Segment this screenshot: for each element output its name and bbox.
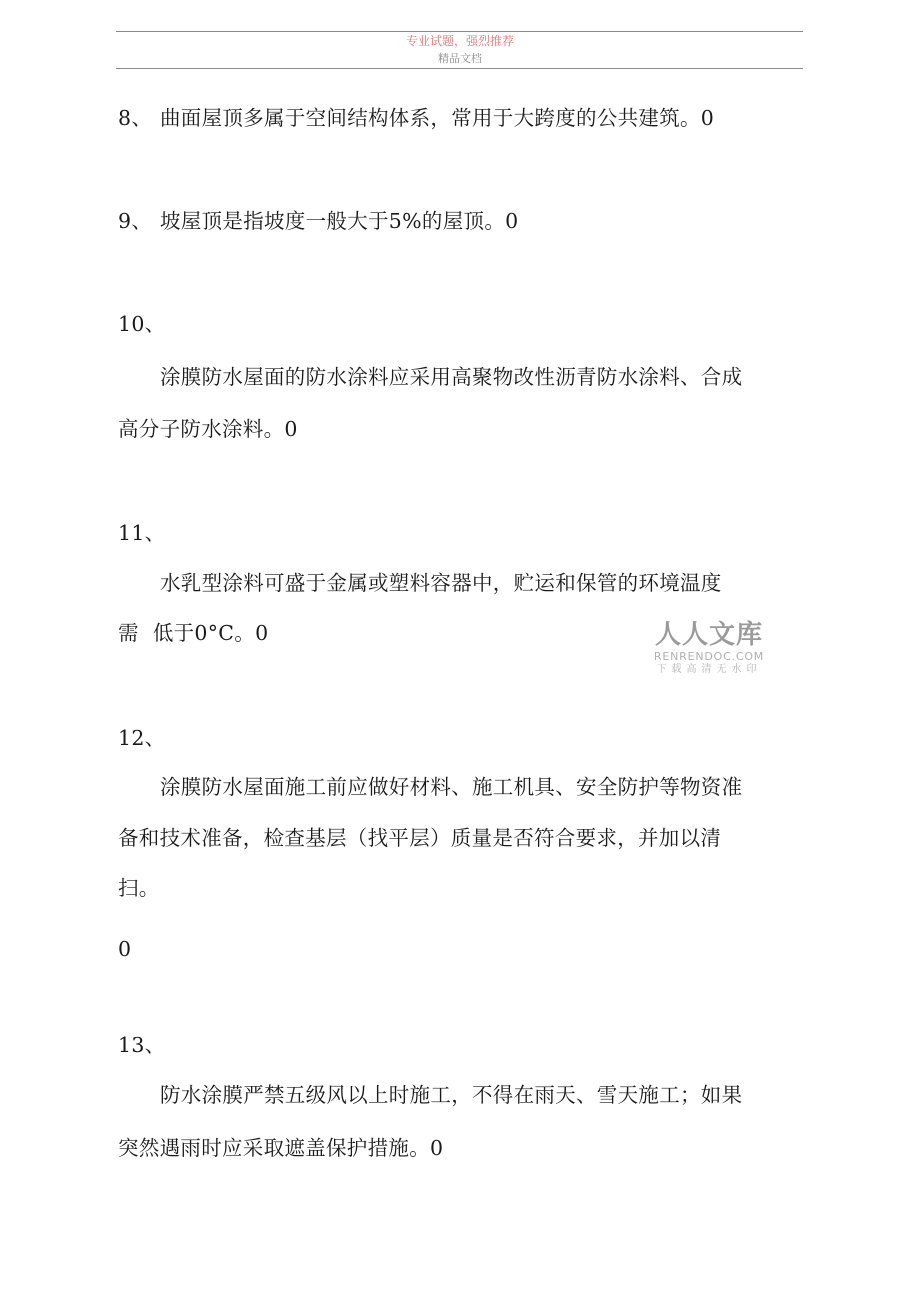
item-13-line-2: 突然遇雨时应采取遮盖保护措施。0	[118, 1136, 444, 1160]
item-9	[118, 208, 518, 234]
item-12-line-2: 备和技术准备，检查基层（找平层）质量是否符合要求，并加以清	[118, 826, 722, 850]
watermark-brand: 人人文库	[654, 620, 763, 650]
item-number: 9、	[118, 209, 153, 233]
item-13-number: 13、	[118, 1033, 166, 1057]
item-8	[118, 105, 714, 131]
header-doc-label: 精品文档	[438, 52, 482, 65]
item-13-line-1: 防水涂膜严禁五级风以上时施工，不得在雨天、雪天施工；如果	[160, 1083, 743, 1107]
watermark-domain: RENRENDOC.COM	[653, 650, 765, 663]
header-top-rule	[116, 31, 803, 32]
item-number: 8、	[118, 106, 153, 130]
watermark-slogan: 下载高清无水印	[656, 664, 762, 675]
header-bottom-rule	[116, 68, 803, 69]
item-11-number: 11、	[118, 521, 166, 545]
header-recommend-text: 专业试题，强烈推荐	[405, 34, 514, 48]
item-12-line-1: 涂膜防水屋面施工前应做好材料、施工机具、安全防护等物资准	[160, 775, 743, 799]
item-11-line-2-text: 低于0°C。0	[152, 621, 269, 645]
item-text: 曲面屋顶多属于空间结构体系，常用于大跨度的公共建筑。0	[160, 106, 715, 130]
item-11-line-1: 水乳型涂料可盛于金属或塑料容器中，贮运和保管的环境温度	[160, 571, 722, 595]
item-12-line-3: 扫。	[118, 876, 160, 900]
item-10-number: 10、	[118, 312, 166, 336]
item-10-line-2: 高分子防水涂料。0	[118, 417, 298, 441]
item-12-number: 12、	[118, 726, 166, 750]
item-10-line-1: 涂膜防水屋面的防水涂料应采用高聚物改性沥青防水涂料、合成	[160, 365, 743, 389]
item-11-line-2	[118, 620, 268, 646]
item-11-lead-char: 需	[118, 621, 139, 645]
renrendoc-watermark	[646, 620, 772, 676]
item-12-line-4: 0	[118, 937, 132, 961]
item-text: 坡屋顶是指坡度一般大于5%的屋顶。0	[160, 209, 519, 233]
